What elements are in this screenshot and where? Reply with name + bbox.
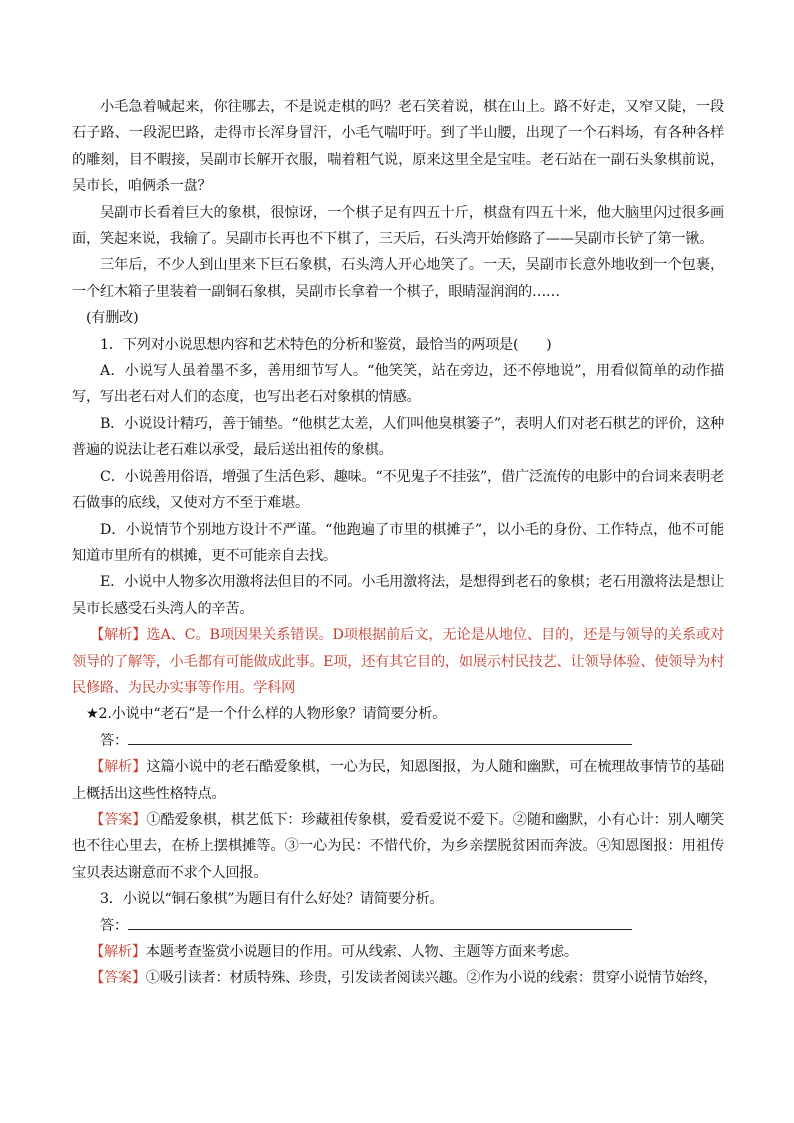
question-2-answer-row (72, 728, 724, 754)
question-2-answer (72, 807, 724, 886)
question-3-stem: 3．小说以“铜石象棋”为题目有什么好处？请简要分析。 (100, 891, 444, 908)
question-1-analysis (72, 622, 724, 701)
question-2-analysis (72, 754, 724, 807)
question-1-option-c: C．小说善用俗语，增强了生活色彩、趣味。“不见鬼子不挂弦”，借广泛流传的电影中的台词来表明老石做事的底线，又使对方不至于难堪。 (72, 468, 724, 512)
document-page (72, 94, 724, 992)
question-1-option-e: E．小说中人物多次用激将法但目的不同。小毛用激将法，是想得到老石的象棋；老石用激将法是想让吴市长感受石头湾人的辛苦。 (72, 574, 724, 617)
analysis-label: 【解析】 (90, 759, 147, 776)
question-1-option-a: A．小说写人虽着墨不多，善用细节写人。“他笑笑，站在旁边，还不停地说”，用看似简单的动作描写，写出老石对人们的态度，也写出老石对象棋的情感。 (72, 363, 724, 406)
question-1-option-d: D．小说情节个别地方设计不严谨。“他跑遍了市里的棋摊子”，以小毛的身份、工作特点，他不可能知道市里所有的棋摊，更不可能亲自去找。 (72, 521, 724, 564)
answer-prefix: 答： (100, 917, 128, 934)
question-2-text: 2.小说中“老石”是一个什么样的人物形象？请简要分析。 (98, 706, 447, 723)
answer-blank-line[interactable] (128, 913, 632, 930)
answer-text: ①酷爱象棋，棋艺低下：珍藏祖传象棋，爱看爱说不爱下。②随和幽默，小有心计：别人嘲笑也不往心里去，在桥上摆棋摊等。③一心为民：不惜代价，为乡亲摆脱贫困而奔波。④知恩图报：用祖传宝贝表达谢意而不求个人回报。 (72, 811, 724, 881)
analysis-label: 【解析】 (90, 627, 147, 644)
analysis-text: 本题考查鉴赏小说题目的作用。可从线索、人物、主题等方面来考虑。 (145, 944, 578, 960)
edit-note: (有删改) (86, 310, 139, 327)
analysis-label: 【解析】 (90, 944, 146, 960)
question-3-answer-row (72, 913, 724, 939)
question-1-option-b: B．小说设计精巧，善于铺垫。“他棋艺太差，人们叫他臭棋篓子”，表明人们对老石棋艺的评价，这种普遍的说法让老石难以承受，最后送出祖传的象棋。 (72, 415, 724, 459)
analysis-text: 这篇小说中的老石酷爱象棋，一心为民，知恩图报，为人随和幽默，可在梳理故事情节的基础上概括出这些性格特点。 (72, 759, 724, 802)
answer-text: ①吸引读者：材质特殊、珍贵，引发读者阅读兴趣。②作为小说的线索：贯穿小说情节始终， (145, 970, 718, 987)
answer-prefix: 答： (100, 732, 128, 749)
question-1-stem: 1．下列对小说思想内容和艺术特色的分析和鉴赏，最恰当的两项是( ) (100, 336, 552, 353)
analysis-text: 选A、C。B项因果关系错误。D项根据前后文，无论是从地位、目的，还是与领导的关系或对领导的了解等，小毛都有可能做成此事。E项，还有其它目的，如展示村民技艺、让领导体验、使领导为村民修路、为民办实事等作用。学科网 (72, 627, 724, 696)
question-2-stem (72, 701, 724, 727)
answer-label: 【答案】 (90, 970, 146, 987)
question-3-answer (72, 965, 724, 991)
answer-label: 【答案】 (90, 811, 147, 828)
story-paragraph-2: 吴副市长看着巨大的象棋，很惊讶，一个棋子足有四五十斤，棋盘有四五十米，他大脑里闪过很多画面，笑起来说，我输了。吴副市长再也不下棋了，三天后，石头湾开始修路了——吴副市长铲了第一锹。 (72, 204, 724, 248)
star-icon: ★ (86, 706, 99, 723)
question-3-analysis (72, 939, 724, 965)
story-paragraph-3: 三年后，不少人到山里来下巨石象棋，石头湾人开心地笑了。一天，吴副市长意外地收到一个包裹，一个红木箱子里装着一副铜石象棋，吴副市长拿着一个棋子，眼睛湿润润的…… (72, 257, 724, 300)
answer-blank-line[interactable] (128, 728, 632, 745)
story-paragraph-1: 小毛急着喊起来，你往哪去，不是说走棋的吗？老石笑着说，棋在山上。路不好走，又窄又陡，一段石子路、一段泥巴路，走得市长浑身冒汗，小毛气喘吁吁。到了半山腰，出现了一个石料场，有各种各样的雕刻，目不暇接，吴副市长解开衣服，喘着粗气说，原来这里全是宝哇。老石站在一副石头象棋前说，吴市长，咱俩杀一盘？ (72, 99, 724, 195)
